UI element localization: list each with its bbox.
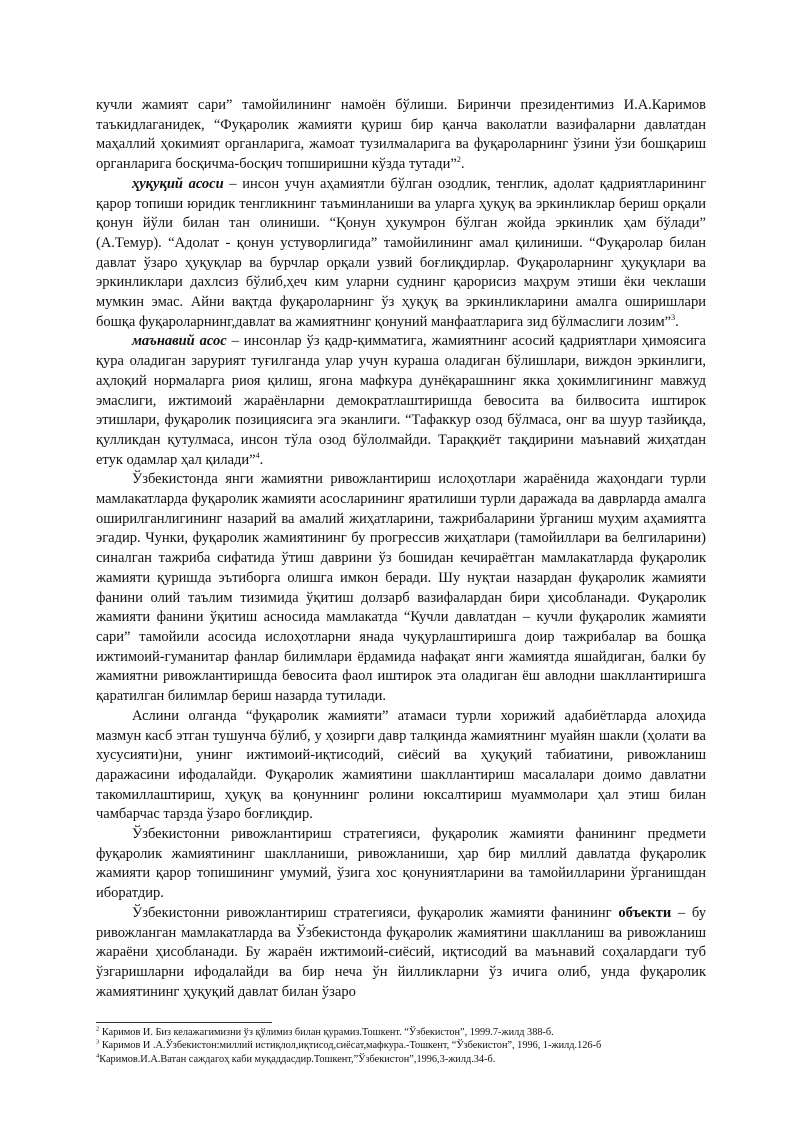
footnote-ref-4: 4 (255, 450, 260, 460)
footnote-ref-2: 2 (456, 155, 461, 165)
paragraph-1: кучли жамият сари” тамойилининг намоён бўлиши. Биринчи президентимиз И.А.Каримов таъкидлаганидек, “Фуқаролик жамияти қуриш бир қанча ваколатли вазифаларни давлатдан маҳаллий ҳокимият органларига, жамоат тузилмаларига ва фуқароларнинг ўзини ўзи бошқариш органларига босқичма-босқич топширишни кўзда тутади”$^2$. (96, 97, 706, 173)
term-object: объекти (618, 904, 672, 921)
footnote-2: $^2$ Каримов И. Биз келажагимизни ўз қўлимиз билан қурамиз.Тошкент. “Ўзбекистон”, 1999.7-жилд 388-б. (96, 1025, 554, 1038)
paragraph-reforms: Ўзбекистонда янги жамиятни ривожлантириш ислоҳотлари жараёнида жаҳондаги турли мамлакатларда фуқаролик жамияти асосларининг яратилиши турли даражада ва даврларда амалга оширилганлигининг назарий ва амалий жиҳатларини, тажрибаларини ўрганиш муҳим аҳамиятга эгадир. Чунки, фуқаролик жамиятининг бу прогрессив жиҳатлари (тамойиллари ва белгиларини) синалган тажриба сифатида ўтиш даврини ўз бошидан кечираётган мамлакатларда фуқаролик жамияти қуришда эътиборга олишга имкон беради. Шу нуқтаи назардан фуқаролик жамияти фанини олий таълим тизимида ўқитиш долзарб вазифалардан бири ҳисобланади. Фуқаролик жамияти фанини ўқитиш асносида мамлакатда “Кучли давлатдан – кучли фуқаролик жамияти сари” тамойили асосида ислоҳотларни янада чуқурлаштиришга доир тажрибалар ва бошқа ижтимоий-гуманитар фанлар билимлари ёрдамида нафақат янги жамиятда яшайдиган, балки бу жамиятни ривожлантиришда бевосита фаол иштирок эта оладиган ёш авлодни шакллантиришга қаратилган билимлар бериш назарда тутилади. (96, 471, 706, 705)
footnote-separator (96, 1022, 272, 1023)
footnotes (96, 1026, 716, 1066)
paragraph-object: Ўзбекистонни ривожлантириш стратегияси, фуқаролик жамияти фанининг объекти – бу ривожланган мамлакатларда ва Ўзбекистонда фуқаролик жамиятини шаклланиш ва ривожланиш жараёни ҳисобланади. Бу жараён ижтимоий-сиёсий, иқтисодий ва маънавий соҳалардаги туб ўзгаришларни ифодалайди ва бир неча ўн йилликларни ўз ичига олиб, унда фуқаролик жамиятининг ҳуқуқий давлат билан ўзаро (96, 904, 706, 1000)
term-legal-basis: ҳуқуқий асоси (132, 175, 224, 192)
term-spiritual-basis: маънавий асос (132, 333, 227, 350)
paragraph-spiritual-basis: маънавий асос – инсонлар ўз қадр-қимматига, жамиятнинг асосий қадриятлари ҳимоясига қура оладиган зарурият туғилганда улар учун кураша оладиган бўлишлари, виждон эркинлиги, аҳлоқий нормаларга риоя қилиш, ягона мафкура дунёқарашнинг якка ҳокимлигининг мавжуд эмаслиги, ижтимоий жараёнларни демократлаштиришда бевосита ва билвосита иштирок этишлари, фуқаролик позициясига эга эканлиги. “Тафаккур озод бўлмаса, онг ва шуур тазйиқда, қулликдан қутулмаса, инсон тўла озод бўлолмайди. Тараққиёт тақдирини маънавий жиҳатдан етук одамлар ҳал қилади”$^4$. (96, 333, 706, 468)
paragraph-term-definition: Аслини олганда “фуқаролик жамияти” атамаси турли хорижий адабиётларда алоҳида мазмун касб этган тушунча бўлиб, у ҳозирги давр талқинда жамиятнинг муайян шакли (ҳолати ва хусусияти)ни, унинг ижтимоий-иқтисодий, сиёсий ва ҳуқуқий табиатини, ривожланиш даражасини ифодалайди. Фуқаролик жамиятини шакллантириш масалалари доимо давлатни такомиллаштириш, ҳуқуқ ва қонуннинг ролини юксалтириш муаммолари ҳал этиш билан чамбарчас тарзда ўзаро боғлиқдир. (96, 707, 706, 823)
paragraph-legal-basis: ҳуқуқий асоси – инсон учун аҳамиятли бўлган озодлик, тенглик, адолат қадриятларининг қарор топиши юридик тенгликнинг таъминланиши ва уларга ҳуқуқ ва эркинликлар бериш орқали қонун йўли билан тан олиниши. “Қонун ҳукумрон бўлган жойда эркинлик ҳам бўлади” (А.Темур). “Адолат - қонун устуворлигида” тамойилининг амал қилиниши. “Фуқаролар билан давлат ўзаро ҳуқуқлар ва бурчлар орқали узвий боғлиқдирлар. Фуқароларнинг ҳуқуқлари ва эркинликлари дахлсиз бўлиб,ҳеч ким уларни суднинг қарорисиз маҳрум этиши ёки чеклаши мумкин эмас. Айни вақтда фуқароларнинг ўз ҳуқуқ ва эркинликларини амалга оширишлари бошқа фуқароларнинг,давлат ва жамиятнинг қонуний манфаатларига зид бўлмаслиги лозим”$^3$. (96, 175, 706, 330)
footnote-ref-3: 3 (671, 312, 676, 322)
footnote-4: $^4$Каримов.И.А.Ватан саждагоҳ каби муқаддасдир.Тошкент,”Ўзбекистон”,1996,3-жилд.34-б. (96, 1052, 496, 1065)
document-body (96, 96, 706, 1002)
footnote-3: $^3$ Каримов И .А.Ўзбекистон:миллий истиқлол,иқтисод,сиёсат,мафкура.-Тошкент, “Ўзбекистон”, 1996, 1-жилд.126-б (96, 1038, 602, 1052)
paragraph-subject: Ўзбекистонни ривожлантириш стратегияси, фуқаролик жамияти фанининг предмети фуқаролик жамиятининг шаклланиши, ривожланиши, ҳар бир миллий давлатда фуқаролик жамияти қарор топишининг умумий, ўзига хос қонуниятларини ва тамойилларини ўрганишдан иборатдир. (96, 826, 706, 902)
